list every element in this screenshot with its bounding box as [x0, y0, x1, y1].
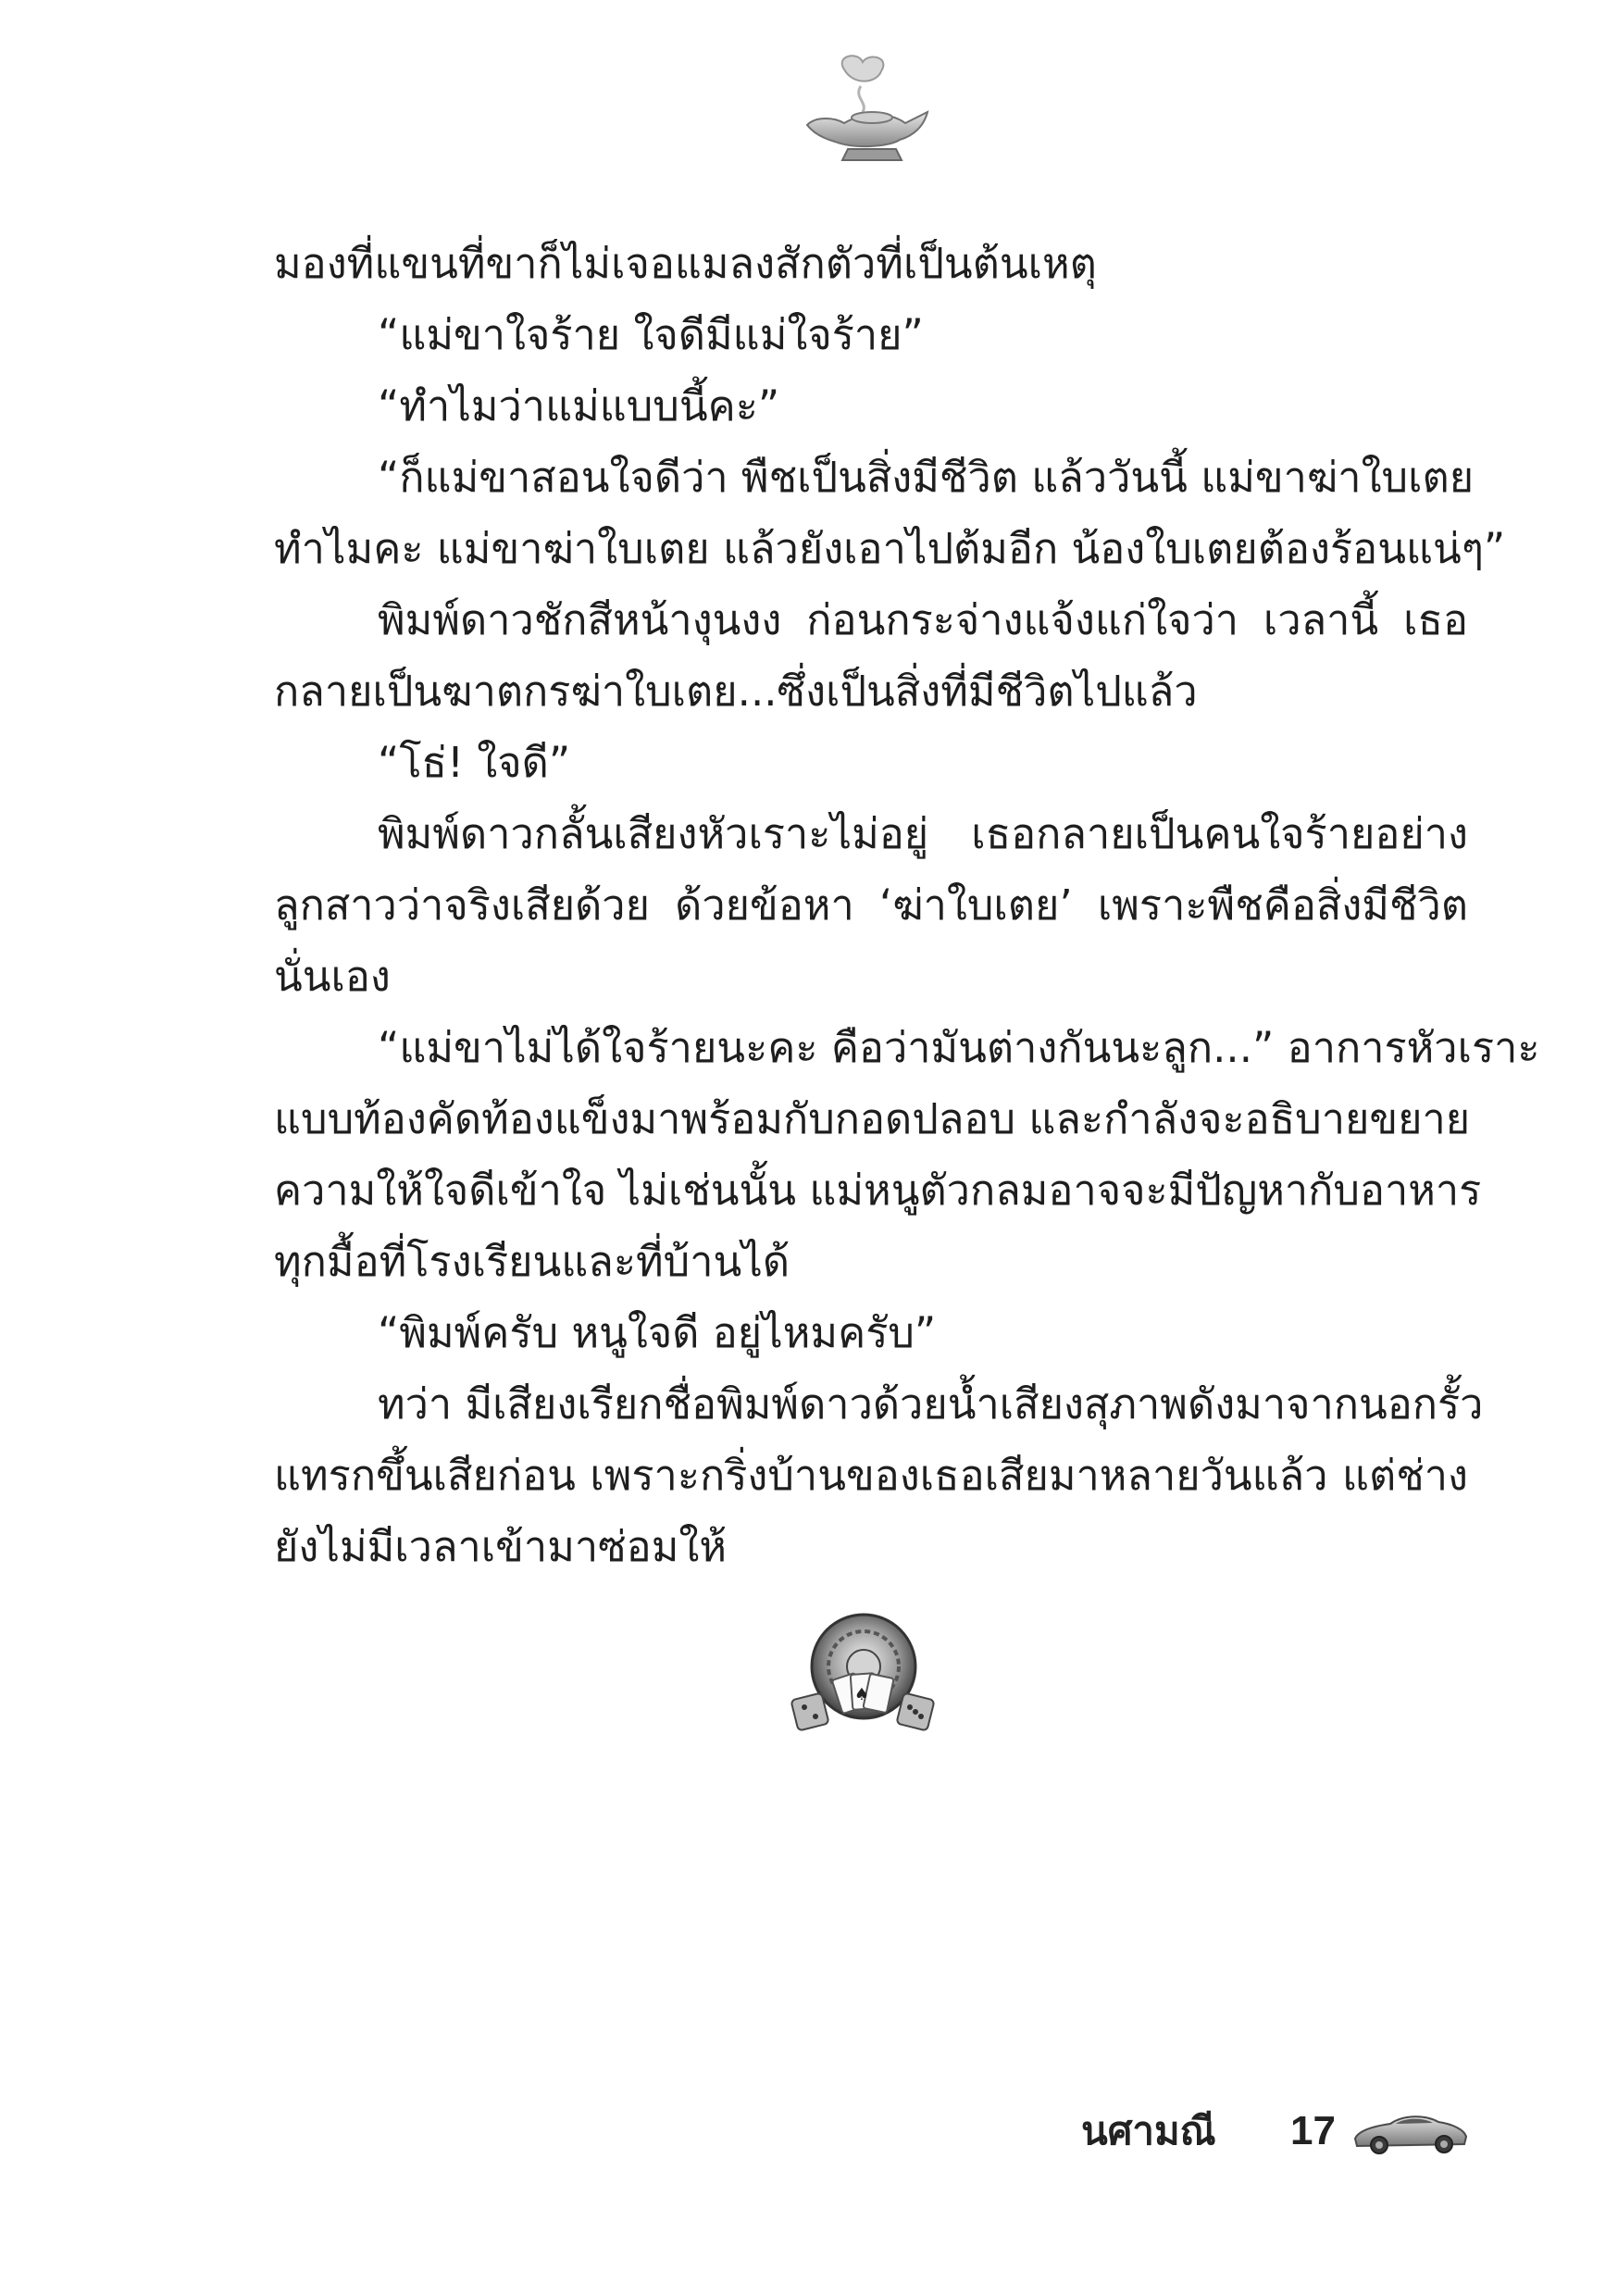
text-line: แทรกขึ้นเสียก่อน เพราะกริ่งบ้านของเธอเสียมาหลายวันแล้ว แต่ช่าง	[274, 1451, 1468, 1500]
text-line: “พิมพ์ครับ หนูใจดี อยู่ไหมครับ”	[378, 1308, 937, 1357]
text-line: ทว่า มีเสียงเรียกชื่อพิมพ์ดาวด้วยน้ำเสียงสุภาพดังมาจากนอกรั้ว	[378, 1379, 1484, 1429]
text-line: ทุกมื้อที่โรงเรียนและที่บ้านได้	[274, 1237, 790, 1286]
text-line: “โธ่! ใจดี”	[378, 738, 571, 787]
text-line: พิมพ์ดาวชักสีหน้างุนงง ก่อนกระจ่างแจ้งแก่ใจว่า เวลานี้ เธอ	[378, 595, 1468, 644]
sports-car-icon	[1350, 2103, 1470, 2159]
text-line: ทำไมคะ แม่ขาฆ่าใบเตย แล้วยังเอาไปต้มอีก น้องใบเตยต้องร้อนแน่ๆ”	[274, 524, 1506, 573]
text-line: “แม่ขาใจร้าย ใจดีมีแม่ใจร้าย”	[378, 310, 924, 359]
text-line: “ก็แม่ขาสอนใจดีว่า พืชเป็นสิ่งมีชีวิต แล้ววันนี้ แม่ขาฆ่าใบเตย	[378, 453, 1475, 502]
genie-lamp-icon	[789, 51, 937, 171]
text-line: กลายเป็นฆาตกรฆ่าใบเตย...ซึ่งเป็นสิ่งที่มีชีวิตไปแล้ว	[274, 667, 1198, 716]
text-line: “แม่ขาไม่ได้ใจร้ายนะคะ คือว่ามันต่างกันนะลูก...” อาการหัวเราะ	[378, 1023, 1540, 1072]
text-line: แบบท้องคัดท้องแข็งมาพร้อมกับกอดปลอบ และกำลังจะอธิบายขยาย	[274, 1094, 1471, 1143]
text-line: ลูกสาวว่าจริงเสียด้วย ด้วยข้อหา ‘ฆ่าใบเตย’ เพราะพืชคือสิ่งมีชีวิต	[274, 880, 1468, 930]
text-line: ความให้ใจดีเข้าใจ ไม่เช่นนั้น แม่หนูตัวกลมอาจจะมีปัญหากับอาหาร	[274, 1166, 1482, 1215]
text-line: ยังไม่มีเวลาเข้ามาซ่อมให้	[274, 1522, 728, 1571]
page-footer	[1081, 2094, 1470, 2168]
text-line: “ทำไมว่าแม่แบบนี้คะ”	[378, 381, 780, 430]
text-line: พิมพ์ดาวกลั้นเสียงหัวเราะไม่อยู่ เธอกลายเป็นคนใจร้ายอย่าง	[378, 809, 1468, 858]
roulette-cards-dice-icon	[785, 1611, 942, 1741]
text-line: นั่นเอง	[274, 952, 391, 1001]
svg-text:♠: ♠	[853, 1685, 870, 1704]
page-number: 17	[1290, 2108, 1336, 2153]
text-line: มองที่แขนที่ขาก็ไม่เจอแมลงสักตัวที่เป็นต้นเหตุ	[274, 239, 1097, 288]
author-name: นศามณี	[1081, 2108, 1216, 2153]
